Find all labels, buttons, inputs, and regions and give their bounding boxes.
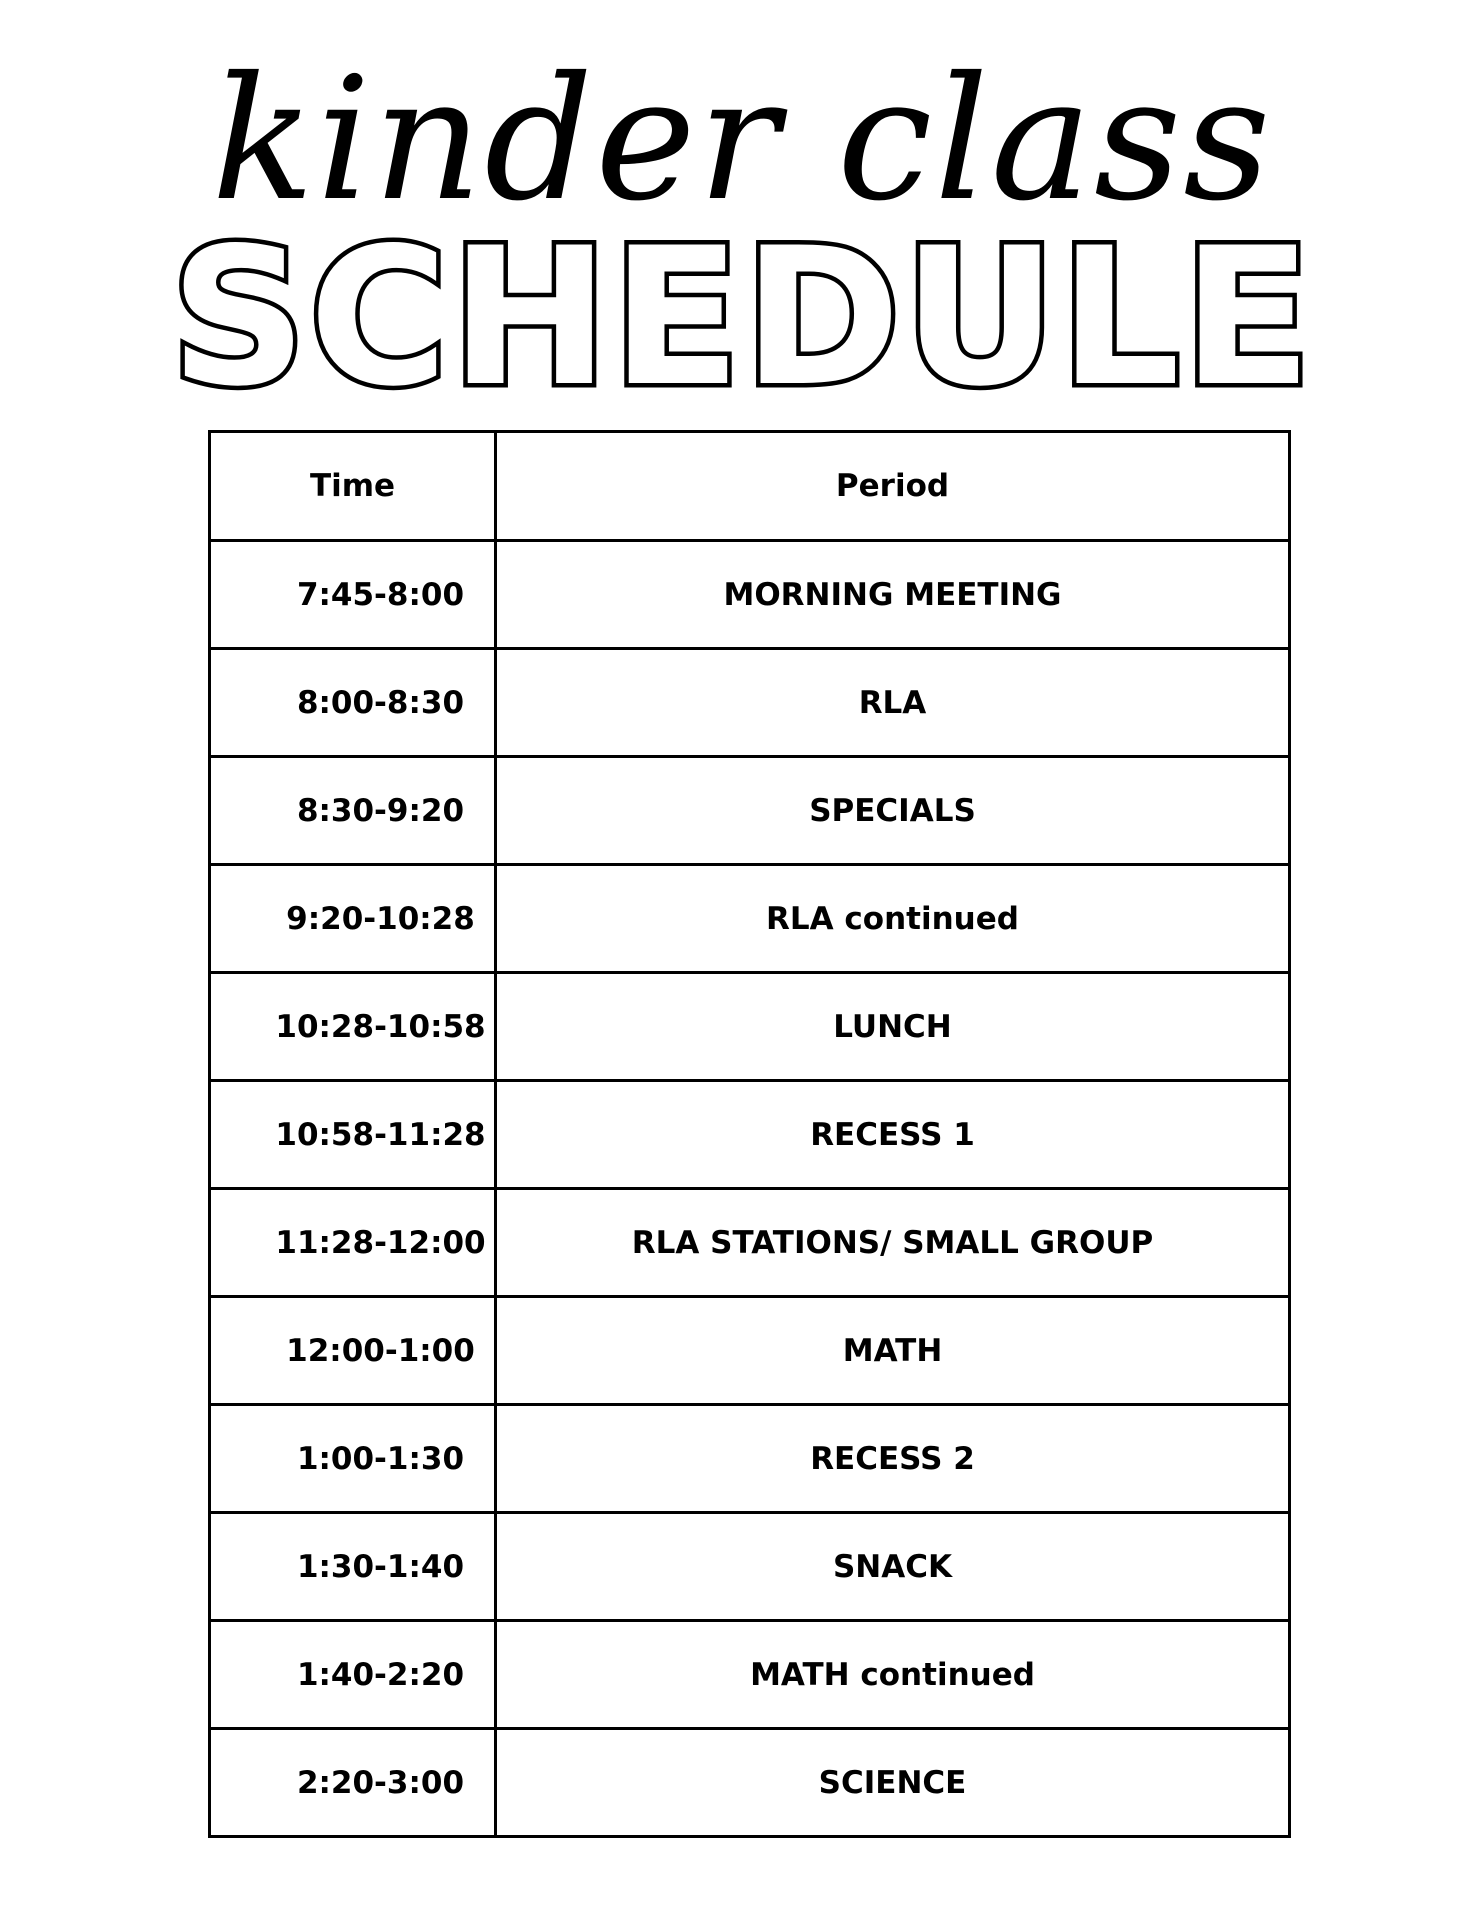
time-cell: 12:00-1:00 bbox=[210, 1297, 496, 1405]
column-header-time: Time bbox=[210, 432, 496, 541]
time-cell: 8:00-8:30 bbox=[210, 649, 496, 757]
time-cell: 10:28-10:58 bbox=[210, 973, 496, 1081]
time-cell: 1:30-1:40 bbox=[210, 1513, 496, 1621]
time-cell: 7:45-8:00 bbox=[210, 541, 496, 649]
table-row bbox=[210, 973, 1290, 1081]
period-cell: RLA continued bbox=[496, 865, 1290, 973]
period-cell: MATH bbox=[496, 1297, 1290, 1405]
period-cell: SCIENCE bbox=[496, 1729, 1290, 1837]
period-cell: MORNING MEETING bbox=[496, 541, 1290, 649]
time-cell: 2:20-3:00 bbox=[210, 1729, 496, 1837]
title-script: kinder class bbox=[211, 41, 1273, 239]
table-row bbox=[210, 1621, 1290, 1729]
table-row bbox=[210, 757, 1290, 865]
table-row bbox=[210, 865, 1290, 973]
period-cell: SPECIALS bbox=[496, 757, 1290, 865]
period-cell: RLA STATIONS/ SMALL GROUP bbox=[496, 1189, 1290, 1297]
table-row bbox=[210, 541, 1290, 649]
table-row bbox=[210, 1081, 1290, 1189]
period-cell: RECESS 2 bbox=[496, 1405, 1290, 1513]
table-row bbox=[210, 1189, 1290, 1297]
time-cell: 11:28-12:00 bbox=[210, 1189, 496, 1297]
table-header-row bbox=[210, 432, 1290, 541]
period-cell: LUNCH bbox=[496, 973, 1290, 1081]
column-header-period: Period bbox=[496, 432, 1290, 541]
table-row bbox=[210, 1297, 1290, 1405]
table-row bbox=[210, 1513, 1290, 1621]
time-cell: 8:30-9:20 bbox=[210, 757, 496, 865]
title-outline: SCHEDULE bbox=[170, 207, 1314, 428]
period-cell: RECESS 1 bbox=[496, 1081, 1290, 1189]
period-cell: SNACK bbox=[496, 1513, 1290, 1621]
schedule-table bbox=[208, 430, 1291, 1838]
time-cell: 1:00-1:30 bbox=[210, 1405, 496, 1513]
table-row bbox=[210, 1405, 1290, 1513]
time-cell: 1:40-2:20 bbox=[210, 1621, 496, 1729]
time-cell: 10:58-11:28 bbox=[210, 1081, 496, 1189]
period-cell: RLA bbox=[496, 649, 1290, 757]
period-cell: MATH continued bbox=[496, 1621, 1290, 1729]
time-cell: 9:20-10:28 bbox=[210, 865, 496, 973]
table-row bbox=[210, 1729, 1290, 1837]
table-row bbox=[210, 649, 1290, 757]
